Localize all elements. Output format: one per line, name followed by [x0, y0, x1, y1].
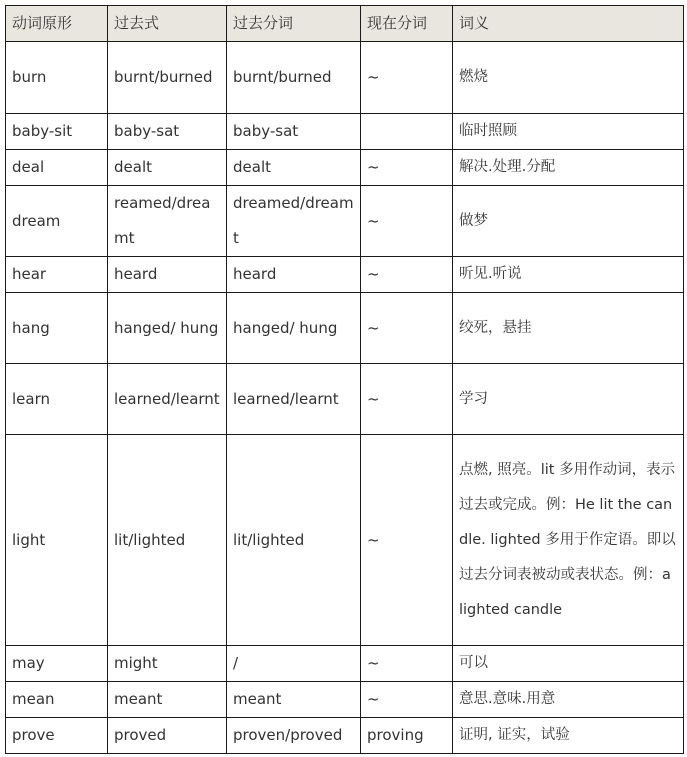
cell-meaning: 意思.意味.用意: [453, 682, 684, 718]
table-row: [6, 646, 684, 682]
cell-present-participle: ~: [361, 293, 453, 364]
cell-present-participle: [361, 114, 453, 150]
table-row: [6, 718, 684, 754]
cell-past-tense: reamed/dreamt: [108, 186, 227, 257]
header-past-tense: 过去式: [108, 6, 227, 42]
header-base-form: 动词原形: [6, 6, 108, 42]
cell-base-form: baby-sit: [6, 114, 108, 150]
table-row: [6, 293, 684, 364]
cell-base-form: prove: [6, 718, 108, 754]
table-row: [6, 435, 684, 646]
header-row: [6, 6, 684, 42]
cell-present-participle: ~: [361, 186, 453, 257]
cell-past-participle: dealt: [227, 150, 361, 186]
cell-past-tense: burnt/burned: [108, 42, 227, 114]
cell-past-tense: learned/learnt: [108, 364, 227, 435]
cell-base-form: hang: [6, 293, 108, 364]
cell-past-participle: meant: [227, 682, 361, 718]
cell-base-form: hear: [6, 257, 108, 293]
header-past-participle: 过去分词: [227, 6, 361, 42]
table-row: [6, 257, 684, 293]
table-row: [6, 186, 684, 257]
cell-meaning: 临时照顾: [453, 114, 684, 150]
cell-base-form: mean: [6, 682, 108, 718]
cell-base-form: light: [6, 435, 108, 646]
cell-base-form: learn: [6, 364, 108, 435]
cell-past-tense: heard: [108, 257, 227, 293]
cell-past-participle: hanged/ hung: [227, 293, 361, 364]
cell-past-tense: hanged/ hung: [108, 293, 227, 364]
cell-past-tense: meant: [108, 682, 227, 718]
cell-present-participle: ~: [361, 364, 453, 435]
table-row: [6, 42, 684, 114]
cell-past-tense: dealt: [108, 150, 227, 186]
cell-base-form: deal: [6, 150, 108, 186]
cell-meaning: 绞死，悬挂: [453, 293, 684, 364]
table-row: [6, 682, 684, 718]
header-present-participle: 现在分词: [361, 6, 453, 42]
cell-meaning: 证明, 证实，试验: [453, 718, 684, 754]
table-row: [6, 364, 684, 435]
cell-present-participle: ~: [361, 435, 453, 646]
table-row: [6, 114, 684, 150]
cell-past-participle: /: [227, 646, 361, 682]
cell-past-tense: baby-sat: [108, 114, 227, 150]
cell-meaning: 可以: [453, 646, 684, 682]
header-meaning: 词义: [453, 6, 684, 42]
cell-past-participle: learned/learnt: [227, 364, 361, 435]
table-row: [6, 150, 684, 186]
cell-meaning: 听见.听说: [453, 257, 684, 293]
cell-present-participle: ~: [361, 646, 453, 682]
irregular-verbs-table: [5, 5, 684, 754]
cell-meaning: 解决.处理.分配: [453, 150, 684, 186]
cell-base-form: may: [6, 646, 108, 682]
cell-past-participle: dreamed/dreamt: [227, 186, 361, 257]
cell-meaning: 燃烧: [453, 42, 684, 114]
cell-present-participle: ~: [361, 682, 453, 718]
cell-meaning: 点燃, 照亮。lit 多用作动词，表示过去或完成。例：He lit the candle. lighted 多用于作定语。即以过去分词表被动或表状态。例：a lighted candle: [453, 435, 684, 646]
cell-past-participle: proven/proved: [227, 718, 361, 754]
cell-meaning: 学习: [453, 364, 684, 435]
cell-present-participle: ~: [361, 257, 453, 293]
cell-past-participle: burnt/burned: [227, 42, 361, 114]
cell-present-participle: ~: [361, 150, 453, 186]
cell-past-tense: might: [108, 646, 227, 682]
cell-past-participle: lit/lighted: [227, 435, 361, 646]
cell-past-participle: heard: [227, 257, 361, 293]
cell-base-form: dream: [6, 186, 108, 257]
cell-present-participle: ~: [361, 42, 453, 114]
cell-past-tense: proved: [108, 718, 227, 754]
cell-past-participle: baby-sat: [227, 114, 361, 150]
cell-base-form: burn: [6, 42, 108, 114]
cell-meaning: 做梦: [453, 186, 684, 257]
cell-present-participle: proving: [361, 718, 453, 754]
cell-past-tense: lit/lighted: [108, 435, 227, 646]
